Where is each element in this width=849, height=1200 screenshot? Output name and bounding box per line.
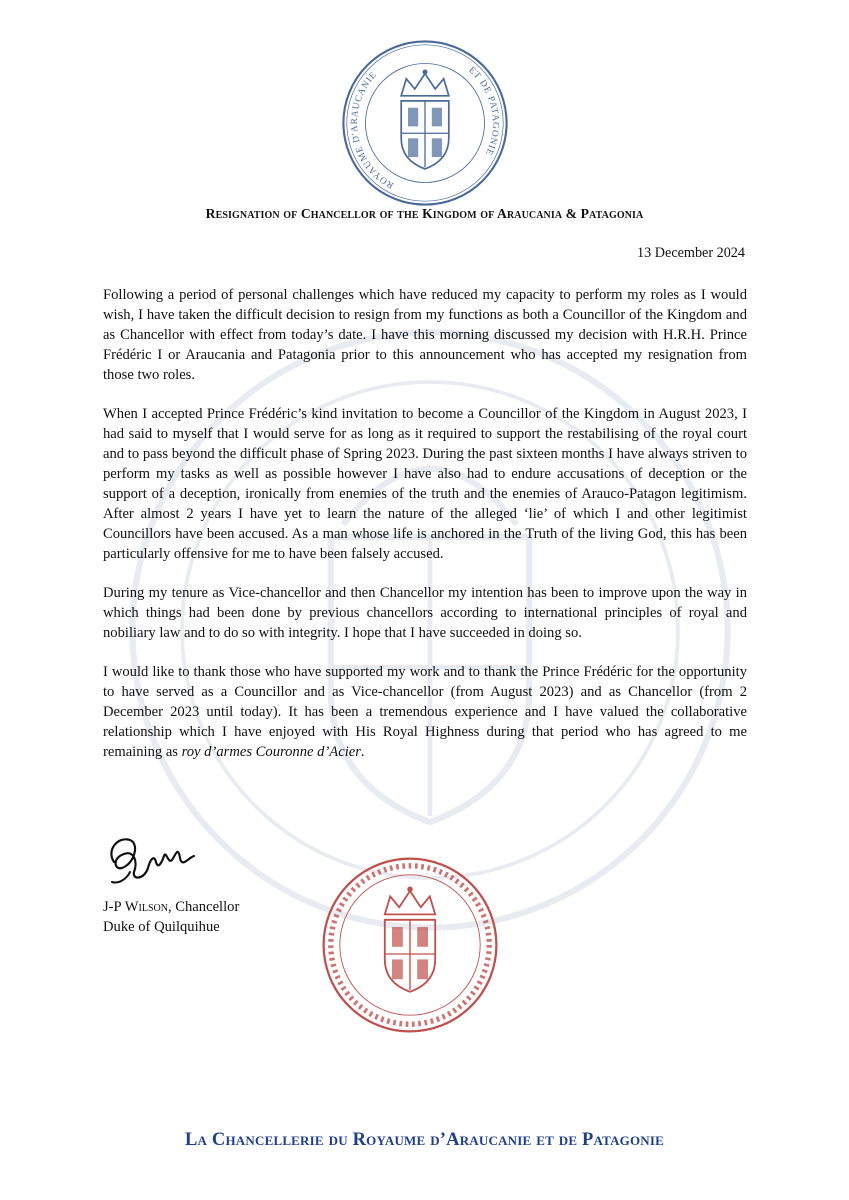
letter-body (103, 285, 747, 781)
paragraph-1: Following a period of personal challenges which have reduced my capacity to perform my roles as I would wish, I have taken the difficult decision to resign from my functions as both a Councillor of the Kingdom and as Chancellor with effect from today’s date. I have this morning discussed my decision with H.R.H. Prince Frédéric I or Araucania and Patagonia prior to this announcement who has accepted my resignation from those two roles. (103, 287, 747, 383)
paragraph-4-text: I would like to thank those who have supported my work and to thank the Prince Frédéric for the opportunity to have served as a Councillor and as Vice-chancellor (from August 2023) and as Chancellor (from 2 December 2023 until today). It has been a tremendous experience and I have valued the collaborative relationship which I have enjoyed with His Royal Highness during that period who has agreed to me remaining as (103, 664, 747, 760)
paragraph-2: When I accepted Prince Frédéric’s kind invitation to become a Councillor of the Kingdom in August 2023, I had said to myself that I would serve for as long as it required to support the restabilising of the royal court and to pass beyond the difficult phase of Spring 2023. During the past sixteen months I have always striven to perform my tasks as well as possible however I have also had to endure accusations of deception or the support of a deception, ironically from enemies of the truth and the enemies of Arauco-Patagon legitimism. After almost 2 years I have yet to learn the nature of the alleged ‘lie’ of which I and other legitimist Councillors have been accused. As a man whose life is anchored in the Truth of the living God, this has been particularly offensive for me to have been falsely accused. (103, 406, 747, 562)
document-title: Resignation of Chancellor of the Kingdom of Araucania & Patagonia (205, 206, 644, 221)
signatory-role: , Chancellor (167, 899, 240, 915)
document-date: 13 December 2024 (637, 245, 745, 261)
svg-text:ROYAUME D'ARAUCANIE (350, 70, 396, 190)
handwritten-signature (104, 828, 196, 888)
paragraph-4-end: . (360, 744, 365, 760)
signatory-block (103, 897, 239, 937)
chancellery-seal-top (340, 38, 510, 208)
signatory-title: Duke of Quilquihue (103, 919, 220, 935)
letterhead-footer: La Chancellerie du Royaume d’Araucanie et de Patagonie (184, 1130, 665, 1150)
signatory-name-line (103, 897, 239, 917)
chancellery-seal-bottom (320, 855, 500, 1035)
signatory-surname: Wilson (124, 899, 168, 915)
paragraph-4 (103, 662, 747, 762)
seal-ring-text-left: ROYAUME D'ARAUCANIE (349, 69, 396, 190)
seal-ring-text-right: ET DE PATAGONIE (466, 65, 501, 158)
paragraph-4-italic: roy d’armes Couronne d’Acier (181, 744, 361, 760)
signatory-prefix: J-P (103, 899, 125, 915)
paragraph-3: During my tenure as Vice-chancellor and then Chancellor my intention has been to improve upon the way in which things had been done by previous chancellors according to international principles of royal and nobiliary law and to do so with integrity. I hope that I have succeeded in doing so. (103, 585, 747, 641)
